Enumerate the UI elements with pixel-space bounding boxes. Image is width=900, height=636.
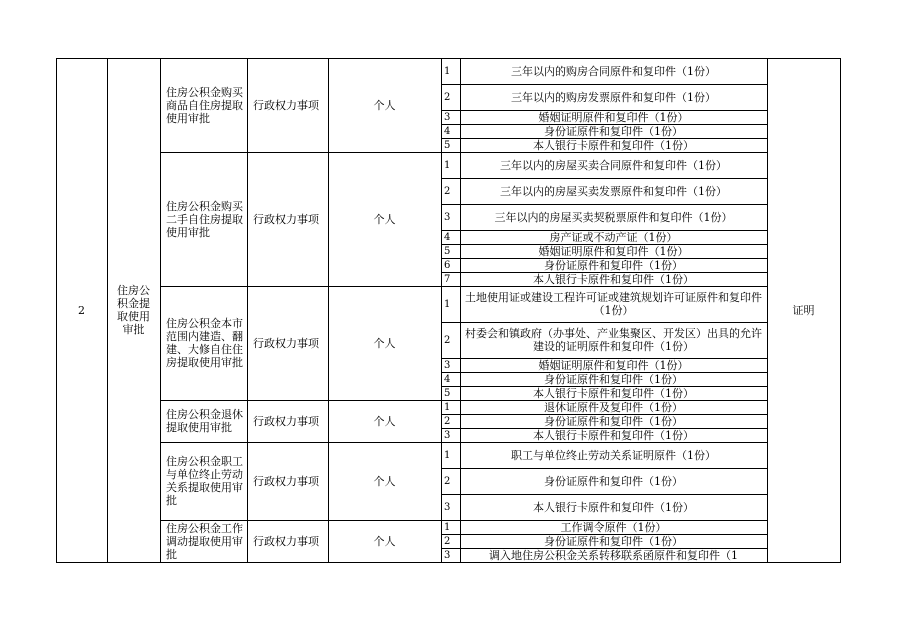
grid-line-horizontal [441, 358, 768, 359]
material-text: 本人银行卡原件和复印件（1份） [533, 272, 694, 286]
material-text: 身份证原件和复印件（1份） [544, 372, 683, 386]
grid-line-horizontal [441, 230, 768, 231]
material-text: 三年以内的房屋买卖合同原件和复印件（1份） [500, 158, 727, 172]
material-text: 工作调令原件（1份） [560, 520, 667, 534]
item-party: 个人 [373, 98, 396, 112]
grid-line-vertical [460, 58, 461, 563]
material-text: 身份证原件和复印件（1份） [544, 124, 683, 138]
item-type: 行政权力事项 [253, 98, 319, 112]
material-text: 三年以内的购房合同原件和复印件（1份） [511, 64, 716, 78]
grid-line-horizontal [441, 286, 768, 287]
material-number: 7 [444, 273, 451, 285]
material-text: 本人银行卡原件和复印件（1份） [533, 138, 694, 152]
grid-line-horizontal [441, 548, 768, 549]
grid-line-horizontal [56, 58, 841, 59]
grid-line-horizontal [441, 494, 768, 495]
serial-number: 2 [78, 303, 85, 317]
grid-line-horizontal [441, 468, 768, 469]
material-text: 本人银行卡原件和复印件（1份） [533, 500, 694, 514]
material-number: 2 [444, 535, 451, 547]
material-number: 2 [444, 91, 451, 103]
grid-line-horizontal [441, 244, 768, 245]
material-number: 6 [444, 259, 451, 271]
grid-line-horizontal [441, 562, 768, 563]
material-text: 调入地住房公积金关系转移联系函原件和复印件（1 [489, 548, 738, 562]
material-text: 身份证原件和复印件（1份） [544, 414, 683, 428]
item-type: 行政权力事项 [253, 212, 319, 226]
material-number: 4 [444, 373, 451, 385]
material-number: 1 [444, 65, 451, 77]
grid-line-horizontal [441, 400, 768, 401]
material-number: 2 [444, 185, 451, 197]
item-party: 个人 [373, 414, 396, 428]
remark-note: 证明 [792, 303, 815, 317]
material-text: 婚姻证明原件和复印件（1份） [538, 244, 689, 258]
grid-line-horizontal [441, 258, 768, 259]
grid-line-vertical [840, 58, 841, 563]
material-number: 3 [444, 429, 451, 441]
grid-line-horizontal [441, 138, 768, 139]
grid-line-vertical [247, 58, 248, 563]
material-text: 三年以内的购房发票原件和复印件（1份） [511, 90, 716, 104]
material-text: 房产证或不动产证（1份） [549, 230, 678, 244]
grid-line-horizontal [441, 84, 768, 85]
material-text: 三年以内的房屋买卖契税票原件和复印件（1份） [494, 210, 733, 224]
material-number: 1 [444, 401, 451, 413]
item-type: 行政权力事项 [253, 534, 319, 548]
item-name: 住房公积金购买二手自住房提取使用审批 [166, 199, 243, 239]
grid-line-vertical [56, 58, 57, 563]
material-number: 3 [444, 359, 451, 371]
grid-line-horizontal [441, 124, 768, 125]
grid-line-horizontal [441, 414, 768, 415]
material-number: 2 [444, 415, 451, 427]
grid-line-horizontal [441, 372, 768, 373]
item-name: 住房公积金职工与单位终止劳动关系提取使用审批 [166, 455, 243, 507]
material-text: 退休证原件及复印件（1份） [544, 400, 683, 414]
material-text: 本人银行卡原件和复印件（1份） [533, 386, 694, 400]
item-name: 住房公积金工作调动提取使用审批 [166, 521, 243, 561]
material-number: 3 [444, 549, 451, 561]
material-text: 本人银行卡原件和复印件（1份） [533, 428, 694, 442]
material-text: 身份证原件和复印件（1份） [544, 534, 683, 548]
material-number: 3 [444, 211, 451, 223]
item-name: 住房公积金购买商品自住房提取使用审批 [166, 85, 243, 125]
item-party: 个人 [373, 336, 396, 350]
material-text: 身份证原件和复印件（1份） [544, 258, 683, 272]
item-party: 个人 [373, 534, 396, 548]
grid-line-horizontal [441, 322, 768, 323]
grid-line-horizontal [441, 110, 768, 111]
material-number: 3 [444, 111, 451, 123]
grid-line-horizontal [441, 534, 768, 535]
grid-line-horizontal [441, 520, 768, 521]
material-number: 5 [444, 387, 451, 399]
grid-line-vertical [441, 58, 442, 563]
item-name: 住房公积金退休提取使用审批 [166, 408, 243, 434]
grid-line-vertical [767, 58, 768, 563]
item-type: 行政权力事项 [253, 474, 319, 488]
item-party: 个人 [373, 474, 396, 488]
material-number: 3 [444, 501, 451, 513]
grid-line-vertical [328, 58, 329, 563]
item-name: 住房公积金本市范围内建造、翻建、大修自住住房提取使用审批 [166, 317, 243, 369]
material-number: 5 [444, 139, 451, 151]
grid-line-vertical [160, 58, 161, 563]
material-number: 1 [444, 159, 451, 171]
material-number: 1 [444, 298, 451, 310]
item-type: 行政权力事项 [253, 414, 319, 428]
material-text: 婚姻证明原件和复印件（1份） [538, 358, 689, 372]
material-text: 三年以内的房屋买卖发票原件和复印件（1份） [500, 184, 727, 198]
material-number: 2 [444, 475, 451, 487]
material-number: 5 [444, 245, 451, 257]
material-text: 土地使用证或建设工程许可证或建筑规划许可证原件和复印件（1份） [465, 291, 762, 317]
material-number: 4 [444, 231, 451, 243]
item-party: 个人 [373, 212, 396, 226]
grid-line-horizontal [441, 428, 768, 429]
grid-line-horizontal [441, 204, 768, 205]
grid-line-horizontal [441, 272, 768, 273]
material-number: 1 [444, 521, 451, 533]
material-number: 4 [444, 125, 451, 137]
grid-line-vertical [107, 58, 108, 563]
material-text: 职工与单位终止劳动关系证明原件（1份） [511, 448, 716, 462]
material-text: 身份证原件和复印件（1份） [544, 474, 683, 488]
material-number: 2 [444, 334, 451, 346]
grid-line-horizontal [441, 152, 768, 153]
grid-line-horizontal [441, 442, 768, 443]
material-number: 1 [444, 449, 451, 461]
grid-line-horizontal [441, 386, 768, 387]
category-name: 住房公积金提取使用审批 [117, 284, 150, 336]
item-type: 行政权力事项 [253, 336, 319, 350]
material-text: 村委会和镇政府（办事处、产业集聚区、开发区）出具的允许建设的证明原件和复印件（1份） [465, 327, 762, 353]
grid-line-horizontal [441, 178, 768, 179]
material-text: 婚姻证明原件和复印件（1份） [538, 110, 689, 124]
